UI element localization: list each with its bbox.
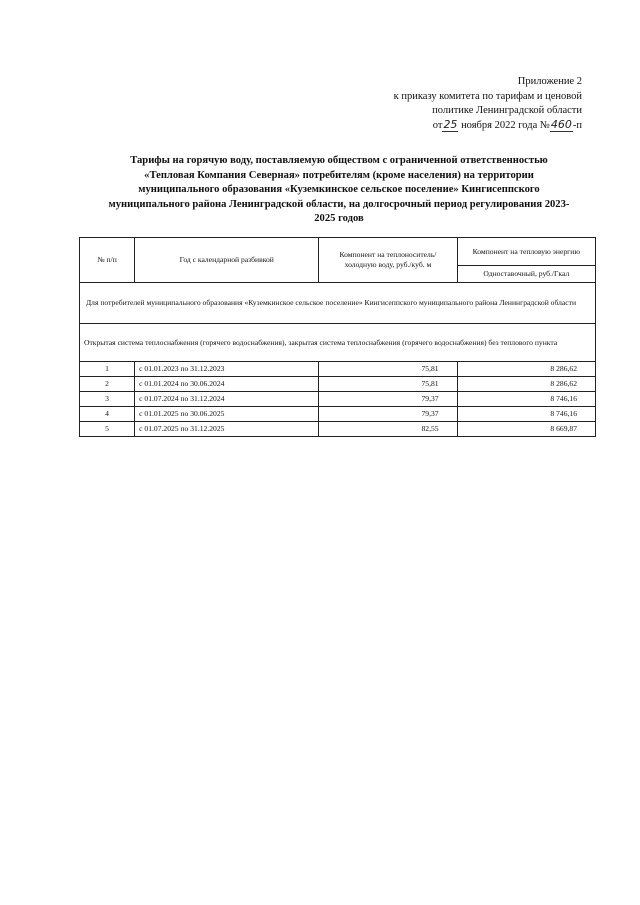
title-line-4: муниципального района Ленинградской области, на долгосрочный период регулирования 2023- xyxy=(108,198,570,210)
row-num: 3 xyxy=(80,392,135,407)
section-consumers: Для потребителей муниципального образования «Куземкинское сельское поселение» Кингисеппского муниципального района Ленинградской области xyxy=(80,283,596,324)
row-energy-value: 8 669,87 xyxy=(457,422,595,437)
row-energy-value: 8 286,62 xyxy=(457,377,595,392)
header-period: Год с календарной разбивкой xyxy=(135,238,319,283)
row-carrier-value: 79,37 xyxy=(319,392,457,407)
row-num: 5 xyxy=(80,422,135,437)
title-line-5: 2025 годов xyxy=(314,213,364,224)
header-energy-single-rate: Одноставочный, руб./Гкал xyxy=(457,266,595,283)
row-period: с 01.01.2024 по 30.06.2024 xyxy=(135,377,319,392)
row-carrier-value: 75,81 xyxy=(319,377,457,392)
row-period: с 01.07.2024 по 31.12.2024 xyxy=(135,392,319,407)
row-energy-value: 8 746,16 xyxy=(457,392,595,407)
appendix-committee-line: политике Ленинградской области xyxy=(432,105,582,116)
table-row xyxy=(80,407,596,422)
row-period: с 01.01.2023 по 31.12.2023 xyxy=(135,362,319,377)
date-suffix: -п xyxy=(572,119,582,131)
header-carrier: Компонент на теплоноситель/ холодную воду, руб./куб. м xyxy=(319,238,457,283)
table-row xyxy=(80,392,596,407)
header-energy: Компонент на тепловую энергию xyxy=(457,238,595,266)
table-row xyxy=(80,362,596,377)
subsection-system-type: Открытая система теплоснабжения (горячего водоснабжения), закрытая система теплоснабжения (горячего водоснабжения) без теплового пункта xyxy=(80,324,596,362)
row-energy-value: 8 746,16 xyxy=(457,407,595,422)
title-line-1: Тарифы на горячую воду, поставляемую обществом с ограниченной ответственностью xyxy=(130,155,548,166)
subsection-row xyxy=(80,324,596,362)
appendix-order-line: к приказу комитета по тарифам и ценовой xyxy=(393,90,582,102)
handwritten-order-number: 460 xyxy=(550,117,572,131)
row-carrier-value: 79,37 xyxy=(319,407,457,422)
row-num: 4 xyxy=(80,407,135,422)
row-carrier-value: 82,55 xyxy=(319,422,457,437)
tariff-table xyxy=(79,237,596,437)
title-line-2: «Тепловая Компания Северная» потребителям (кроме населения) на территории xyxy=(144,169,534,181)
appendix-header xyxy=(360,75,582,133)
table-row xyxy=(80,377,596,392)
header-num: № п/п xyxy=(80,238,135,283)
date-middle: ноября 2022 года № xyxy=(461,119,550,131)
row-num: 1 xyxy=(80,362,135,377)
row-energy-value: 8 286,62 xyxy=(457,362,595,377)
row-carrier-value: 75,81 xyxy=(319,362,457,377)
appendix-title: Приложение 2 xyxy=(517,76,582,87)
row-num: 2 xyxy=(80,377,135,392)
date-prefix: от xyxy=(432,119,443,131)
table-header-row xyxy=(80,238,596,266)
document-title xyxy=(82,154,596,227)
handwritten-day: 25 xyxy=(443,117,458,131)
row-period: с 01.07.2025 по 31.12.2025 xyxy=(135,422,319,437)
appendix-date-line xyxy=(360,119,582,134)
title-line-3: муниципального образования «Куземкинское сельское поселение» Кингисеппского xyxy=(138,184,540,195)
row-period: с 01.01.2025 по 30.06.2025 xyxy=(135,407,319,422)
table-row xyxy=(80,422,596,437)
section-row xyxy=(80,283,596,324)
